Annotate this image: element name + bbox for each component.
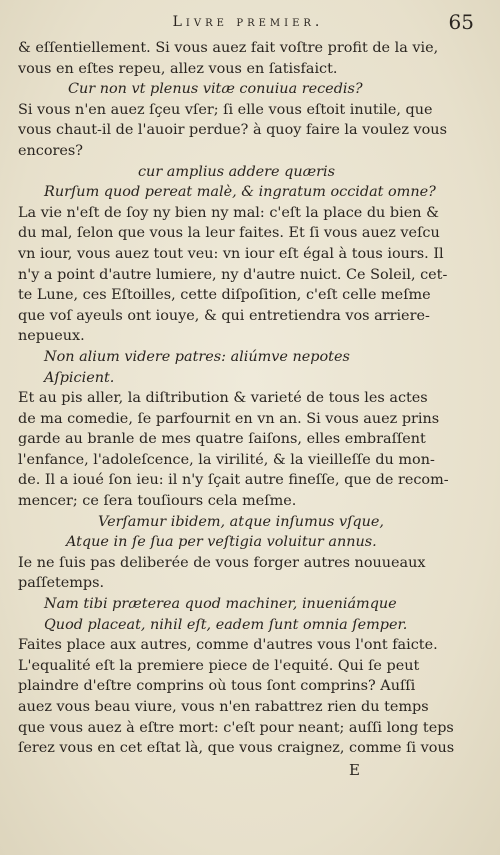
text-line: te Lune, ces Eſtoilles, cette diſpoſition, c'eſt celle meſme <box>18 287 431 304</box>
page-number: 65 <box>448 10 474 34</box>
text-line: que vous auez à eſtre mort: c'eſt pour neant; auſſi long teps <box>18 719 454 736</box>
running-head <box>18 10 478 38</box>
latin-quote-line: Verſamur ibidem, atque inſumus vſque, <box>98 513 384 530</box>
text-line: nepueux. <box>18 328 85 345</box>
text-line: encores? <box>18 142 84 159</box>
latin-quote-line: Aſpicient. <box>44 369 115 386</box>
latin-quote-line: Nam tibi præterea quod machiner, inueniámque <box>44 596 397 613</box>
text-line: L'equalité eſt la premiere piece de l'equité. Qui ſe peut <box>18 657 420 674</box>
text-line: l'enfance, l'adoleſcence, la virilité, & la vieilleſſe du mon- <box>18 451 435 468</box>
text-line: Et au pis aller, la diſtribution & varieté de tous les actes <box>18 390 428 407</box>
text-line: & eſſentiellement. Si vous auez fait voſtre profit de la vie, <box>18 40 439 56</box>
text-line: vn iour, vous auez tout veu: vn iour eſt égal à tous iours. Il <box>18 245 444 262</box>
latin-quote-line: Quod placeat, nihil eſt, eadem ſunt omnia ſemper. <box>44 616 408 633</box>
signature-mark: E <box>349 760 360 779</box>
text-line: n'y a point d'autre lumiere, ny d'autre nuict. Ce Soleil, cet- <box>18 266 448 283</box>
latin-quote-line: cur amplius addere quæris <box>138 163 336 180</box>
latin-quote-line: Cur non vt plenus vitæ conuiua recedis? <box>68 81 363 98</box>
latin-quote-line: Rurſum quod pereat malè, & ingratum occidat omne? <box>44 184 436 201</box>
running-title: Livre premier. <box>172 14 324 30</box>
text-line: du mal, ſelon que vous la leur faites. Et ſi vous auez veſcu <box>18 225 440 242</box>
text-line: mencer; ce ſera touſiours cela meſme. <box>18 493 297 510</box>
text-line: de ma comedie, ſe parfournit en vn an. Si vous auez prins <box>18 410 440 427</box>
text-line: Si vous n'en auez ſçeu vſer; ſi elle vous eſtoit inutile, que <box>18 101 433 118</box>
latin-quote-line: Atque in ſe ſua per veſtigia voluitur annus. <box>66 534 377 551</box>
text-line: garde au branle de mes quatre ſaiſons, elles embraſſent <box>18 431 426 448</box>
text-block <box>18 38 478 759</box>
text-line: de. Il a ioué ſon ieu: il n'y ſçait autre fineſſe, que de recom- <box>18 472 449 489</box>
text-line: ſerez vous en cet eſtat là, que vous craignez, comme ſi vous <box>18 740 455 757</box>
latin-quote-line: Non alium videre patres: aliúmve nepotes <box>44 348 350 365</box>
text-line: auez vous beau viure, vous n'en rabattrez rien du temps <box>18 699 429 715</box>
text-line: que voſ ayeuls ont iouye, & qui entretiendra vos arriere- <box>18 307 430 324</box>
text-line: La vie n'eſt de ſoy ny bien ny mal: c'eſt la place du bien & <box>18 204 439 221</box>
text-line: vous chaut-il de l'auoir perdue? à quoy faire la voulez vous <box>18 122 447 139</box>
text-line: paſſetemps. <box>18 575 105 592</box>
text-line: Ie ne ſuis pas deliberée de vous forger autres nouueaux <box>18 554 426 571</box>
text-line: plaindre d'eſtre comprins où tous ſont comprins? Auſſi <box>18 678 416 695</box>
text-line: Faites place aux autres, comme d'autres vous l'ont faicte. <box>18 637 438 654</box>
text-line: vous en eſtes repeu, allez vous en ſatisfaict. <box>18 60 338 77</box>
